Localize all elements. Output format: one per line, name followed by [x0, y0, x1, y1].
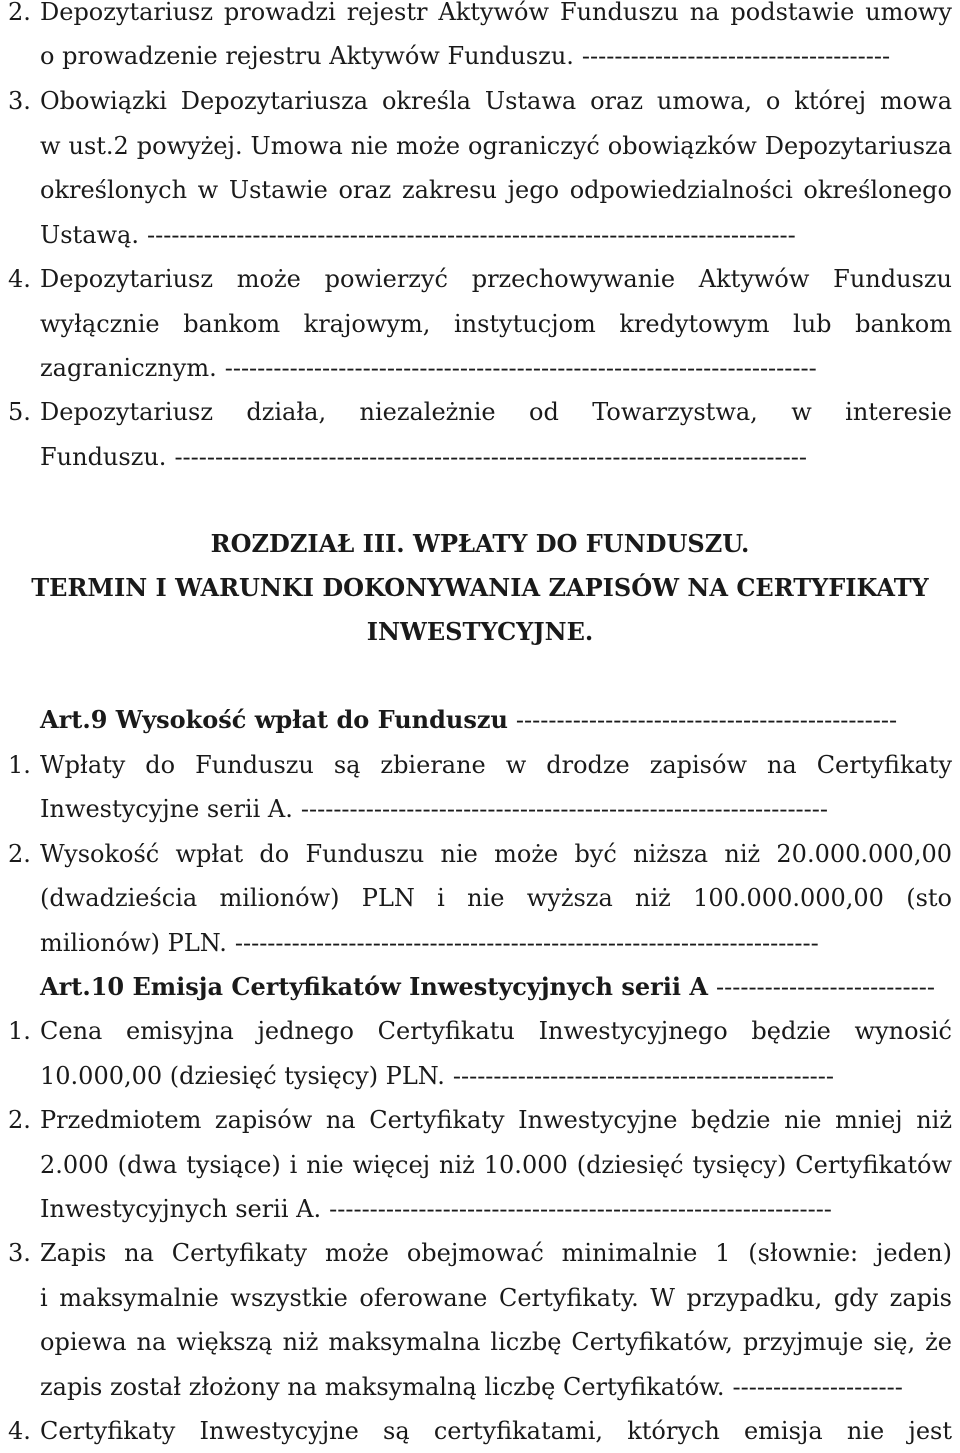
paragraph-line: [0, 213, 960, 257]
paragraph-text: i maksymalnie wszystkie oferowane Certyfikaty. W przypadku, gdy zapis: [40, 1284, 952, 1312]
paragraph-item: [0, 832, 960, 876]
paragraph-line: [0, 302, 960, 346]
dash-filler: --------------------------------------: [581, 42, 891, 70]
paragraph-text: Obowiązki Depozytariusza określa Ustawa oraz umowa, o której mowa: [40, 87, 952, 115]
article-title: Art.10 Emisja Certyfikatów Inwestycyjnych serii A: [40, 972, 708, 1001]
paragraph-text: zapis został złożony na maksymalną liczbę Certyfikatów.: [40, 1373, 725, 1401]
article-heading: [0, 965, 960, 1009]
paragraph-text: Depozytariusz może powierzyć przechowywanie Aktywów Funduszu: [40, 265, 952, 293]
paragraph-text: Cena emisyjna jednego Certyfikatu Inwestycyjnego będzie wynosić: [40, 1017, 952, 1045]
paragraph-text: Wysokość wpłat do Funduszu nie może być niższa niż 20.000.000,00: [40, 840, 952, 868]
dash-filler: -----------------------------------------------: [515, 706, 898, 734]
dash-filler: ------------------------------------------------------------------------------: [174, 443, 807, 471]
dash-filler: ------------------------------------------------------------------------: [234, 929, 819, 957]
paragraph-text: (dwadzieścia milionów) PLN i nie wyższa niż 100.000.000,00 (sto: [40, 884, 952, 912]
dash-filler: ---------------------: [732, 1373, 903, 1401]
paragraph-text: Przedmiotem zapisów na Certyfikaty Inwestycyjne będzie nie mniej niż: [40, 1106, 952, 1134]
item-number: 2.: [8, 1106, 31, 1134]
dash-filler: -------------------------------------------------------------------------: [224, 354, 817, 382]
paragraph-line: [0, 921, 960, 965]
paragraph-line: [0, 124, 960, 168]
paragraph-line: [0, 876, 960, 920]
paragraph-text: 2.000 (dwa tysiące) i nie więcej niż 10.000 (dziesięć tysięcy) Certyfikatów: [40, 1151, 952, 1179]
item-number: 1.: [8, 1017, 31, 1045]
item-number: 4.: [8, 265, 31, 293]
paragraph-line: [0, 1054, 960, 1098]
paragraph-line: [0, 346, 960, 390]
paragraph-item: [0, 257, 960, 301]
paragraph-item: [0, 1098, 960, 1142]
paragraph-text: określonych w Ustawie oraz zakresu jego odpowiedzialności określonego: [40, 176, 952, 204]
paragraph-line: [0, 1143, 960, 1187]
paragraph-text: o prowadzenie rejestru Aktywów Funduszu.: [40, 42, 574, 70]
item-number: 2.: [8, 0, 31, 26]
paragraph-item: [0, 1409, 960, 1453]
paragraph-text: wyłącznie bankom krajowym, instytucjom kredytowym lub bankom: [40, 310, 952, 338]
paragraph-text: Depozytariusz prowadzi rejestr Aktywów Funduszu na podstawie umowy: [40, 0, 952, 26]
paragraph-line: [0, 168, 960, 212]
paragraph-text: zagranicznym.: [40, 354, 217, 382]
paragraph-item: [0, 743, 960, 787]
paragraph-text: w ust.2 powyżej. Umowa nie może ograniczyć obowiązków Depozytariusza: [40, 132, 952, 160]
paragraph-item: [0, 0, 960, 34]
dash-filler: ---------------------------: [716, 973, 935, 1001]
paragraph-line: [0, 1187, 960, 1231]
item-number: 4.: [8, 1417, 31, 1445]
paragraph-line: [0, 34, 960, 78]
item-number: 5.: [8, 398, 31, 426]
dash-filler: --------------------------------------------------------------------------------: [146, 221, 796, 249]
paragraph-text: Certyfikaty Inwestycyjne są certyfikatami, których emisja nie jest: [40, 1417, 952, 1445]
dash-filler: -----------------------------------------------: [452, 1062, 834, 1090]
paragraph-item: [0, 390, 960, 434]
paragraph-item: [0, 1231, 960, 1275]
item-number: 3.: [8, 1239, 31, 1267]
paragraph-line: [0, 1276, 960, 1320]
paragraph-line: [0, 1320, 960, 1364]
item-number: 2.: [8, 840, 31, 868]
dash-filler: --------------------------------------------------------------: [329, 1195, 832, 1223]
paragraph-text: Funduszu.: [40, 443, 167, 471]
article-title: Art.9 Wysokość wpłat do Funduszu: [40, 705, 508, 734]
article-heading: [0, 698, 960, 742]
paragraph-text: Depozytariusz działa, niezależnie od Towarzystwa, w interesie: [40, 398, 952, 426]
paragraph-text: Inwestycyjne serii A.: [40, 795, 293, 823]
paragraph-text: Wpłaty do Funduszu są zbierane w drodze zapisów na Certyfikaty: [40, 751, 952, 779]
dash-filler: -----------------------------------------------------------------: [300, 795, 828, 823]
paragraph-text: 10.000,00 (dziesięć tysięcy) PLN.: [40, 1062, 445, 1090]
chapter-title: ROZDZIAŁ III. WPŁATY DO FUNDUSZU.: [210, 529, 750, 558]
paragraph-text: milionów) PLN.: [40, 929, 227, 957]
item-number: 1.: [8, 751, 31, 779]
paragraph-line: [0, 787, 960, 831]
paragraph-text: Zapis na Certyfikaty może obejmować minimalnie 1 (słownie: jeden): [40, 1239, 952, 1267]
paragraph-text: Ustawą.: [40, 221, 139, 249]
paragraph-text: opiewa na większą niż maksymalna liczbę Certyfikatów, przyjmuje się, że: [40, 1328, 952, 1356]
paragraph-text: Inwestycyjnych serii A.: [40, 1195, 322, 1223]
paragraph-item: [0, 79, 960, 123]
paragraph-item: [0, 1009, 960, 1053]
paragraph-line: [0, 435, 960, 479]
chapter-subtitle: TERMIN I WARUNKI DOKONYWANIA ZAPISÓW NA CERTYFIKATY: [31, 573, 929, 602]
chapter-subtitle-cont: INWESTYCYJNE.: [366, 617, 594, 646]
item-number: 3.: [8, 87, 31, 115]
paragraph-line: [0, 1365, 960, 1409]
